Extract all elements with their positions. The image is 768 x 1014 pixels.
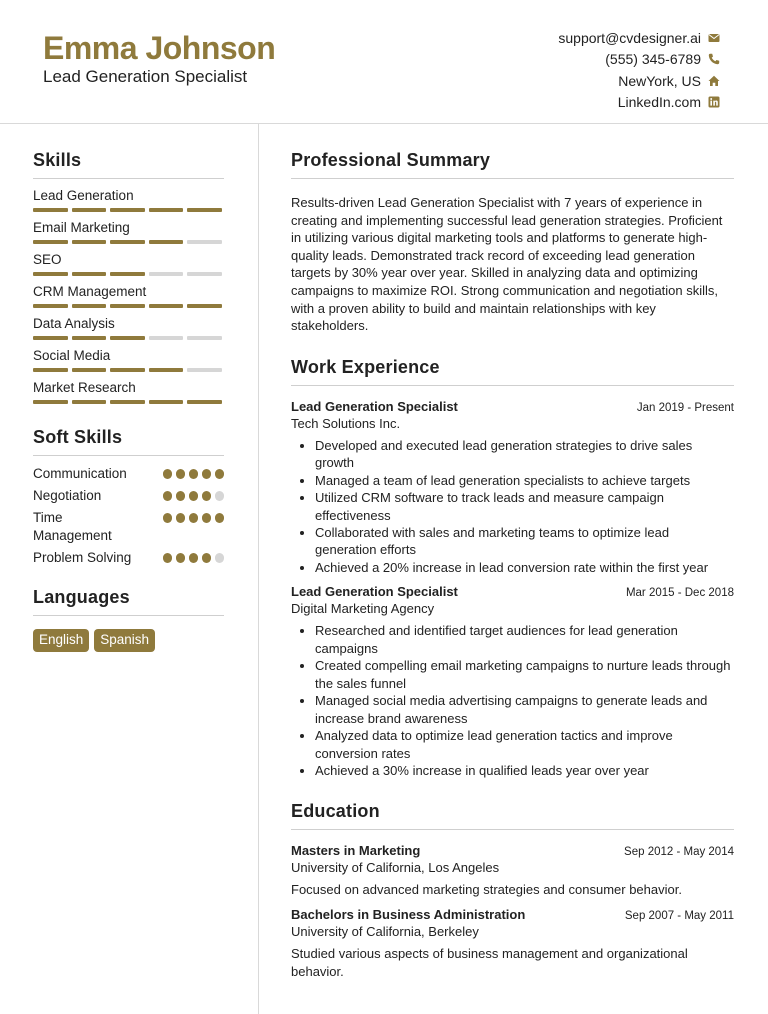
skill-level-segment: [187, 368, 222, 372]
linkedin-icon: [708, 96, 720, 108]
rating-dot: [163, 513, 173, 523]
sidebar: [33, 150, 224, 652]
soft-skill-item: [33, 465, 224, 483]
skill-level-bar: [33, 336, 224, 340]
summary-heading: Professional Summary: [291, 150, 734, 179]
rating-dot: [176, 553, 186, 563]
experience-section: [291, 357, 734, 780]
rating-dot: [215, 513, 225, 523]
contact-list: [420, 27, 720, 113]
education-entry: [291, 907, 734, 980]
skill-level-segment: [187, 208, 222, 212]
soft-skill-item: [33, 487, 224, 505]
envelope-icon: [708, 32, 720, 44]
school-name: University of California, Berkeley: [291, 924, 479, 939]
contact-email[interactable]: [420, 27, 720, 49]
skill-item: [33, 347, 224, 379]
home-icon: [708, 75, 720, 87]
skill-level-segment: [187, 304, 222, 308]
soft-skill-item: [33, 509, 224, 545]
skill-level-segment: [33, 208, 68, 212]
skills-list: [33, 187, 224, 411]
job-bullet: • Utilized CRM software to track leads and measure campaign effectiveness: [315, 489, 734, 524]
rating-dot: [163, 469, 173, 479]
education-heading: Education: [291, 801, 734, 830]
skill-item: [33, 219, 224, 251]
candidate-title: Lead Generation Specialist: [43, 67, 248, 86]
rating-dot: [202, 491, 212, 501]
summary-text: Results-driven Lead Generation Specialist with 7 years of experience in creating and implementing successful lead generation strategies. Proficient in utilizing various digital marketing tools and platforms to generate high-quality leads. Demonstrated track record of exceeding lead generation targets by 30% year over year. Skilled in analyzing data and optimizing campaigns to maximize ROI. Strong communication and negotiation skills, with a proven ability to build and maintain relationships with key stakeholders.: [291, 195, 723, 334]
skill-level-segment: [110, 240, 145, 244]
soft-skills-heading: Soft Skills: [33, 427, 224, 456]
job-bullets: [291, 437, 734, 577]
skill-level-segment: [72, 272, 107, 276]
skill-level-bar: [33, 368, 224, 372]
job-company: Digital Marketing Agency: [291, 601, 435, 617]
language-tag: Spanish: [94, 629, 155, 652]
skill-level-segment: [187, 400, 222, 404]
job-bullet: • Managed a team of lead generation specialists to achieve targets: [315, 472, 734, 489]
school-name: University of California, Los Angeles: [291, 860, 500, 876]
rating-dot: [189, 513, 199, 523]
soft-skill-item: [33, 549, 224, 567]
contact-location: [420, 70, 720, 92]
education-entry: [291, 843, 734, 899]
skill-level-bar: [33, 400, 224, 404]
skill-level-segment: [110, 304, 145, 308]
rating-dot: [189, 491, 199, 501]
soft-skills-list: [33, 465, 224, 567]
skills-heading: Skills: [33, 150, 224, 179]
skill-level-segment: [110, 336, 145, 340]
skill-item: [33, 283, 224, 315]
job-entry: [291, 399, 734, 577]
skill-level-segment: [72, 208, 107, 212]
skill-level-segment: [33, 336, 68, 340]
skill-level-segment: [72, 240, 107, 244]
skill-level-segment: [149, 208, 184, 212]
rating-dot: [215, 469, 225, 479]
skill-level-segment: [187, 240, 222, 244]
resume-header: [0, 0, 768, 124]
job-bullet: • Managed social media advertising campaigns to generate leads and increase brand awareness: [315, 692, 734, 727]
skill-item: [33, 315, 224, 347]
skill-level-bar: [33, 272, 224, 276]
contact-linkedin[interactable]: [420, 92, 720, 114]
education-description: Focused on advanced marketing strategies and consumer behavior.: [291, 882, 682, 898]
job-role: Lead Generation Specialist: [291, 584, 458, 600]
rating-dot: [215, 553, 225, 563]
job-bullet: • Achieved a 20% increase in lead conversion rate within the first year: [315, 559, 734, 576]
skill-level-segment: [110, 400, 145, 404]
rating-dot: [163, 553, 173, 563]
skill-name: CRM Management: [33, 284, 147, 299]
education-date: Sep 2007 - May 2011: [624, 910, 734, 922]
candidate-name: Emma Johnson: [43, 30, 276, 66]
job-bullet: • Researched and identified target audiences for lead generation campaigns: [315, 622, 734, 657]
soft-skill-name: Problem Solving: [33, 550, 132, 565]
skill-level-segment: [33, 400, 68, 404]
education-description: Studied various aspects of business management and organizational behavior.: [291, 946, 688, 979]
skill-level-segment: [72, 368, 107, 372]
rating-dot: [176, 491, 186, 501]
skill-level-bar: [33, 304, 224, 308]
skill-level-segment: [110, 272, 145, 276]
job-bullet: • Collaborated with sales and marketing teams to optimize lead generation efforts: [315, 524, 734, 559]
languages-heading: Languages: [33, 587, 224, 616]
job-bullets: [291, 622, 734, 779]
skill-level-segment: [149, 400, 184, 404]
job-date: Jan 2019 - Present: [636, 401, 734, 414]
education-header: [291, 907, 734, 922]
soft-skills-section: [33, 427, 224, 567]
job-date: Mar 2015 - Dec 2018: [625, 587, 734, 600]
soft-skill-rating: [163, 549, 225, 563]
skill-name: Lead Generation: [33, 188, 134, 203]
job-header: [291, 399, 734, 414]
rating-dot: [176, 513, 186, 523]
education-date: Sep 2012 - May 2014: [624, 846, 734, 859]
skill-item: [33, 187, 224, 219]
language-tags: [33, 629, 224, 652]
job-company: Tech Solutions Inc.: [291, 415, 401, 431]
skill-level-segment: [33, 240, 68, 244]
skill-name: SEO: [33, 252, 62, 267]
soft-skill-name: Time Management: [33, 510, 112, 543]
skill-level-segment: [33, 304, 68, 308]
skill-level-segment: [187, 272, 222, 276]
soft-skill-rating: [163, 509, 225, 523]
job-bullet: • Achieved a 30% increase in qualified leads year over year: [315, 762, 734, 779]
job-header: [291, 584, 734, 599]
soft-skill-rating: [163, 487, 225, 501]
languages-section: [33, 587, 224, 652]
contact-linkedin-text: LinkedIn.com: [617, 94, 701, 111]
skill-level-segment: [110, 368, 145, 372]
rating-dot: [202, 553, 212, 563]
skill-level-segment: [149, 336, 184, 340]
rating-dot: [189, 469, 199, 479]
degree-name: Bachelors in Business Administration: [291, 907, 526, 922]
job-bullet: • Developed and executed lead generation strategies to drive sales growth: [315, 437, 734, 472]
experience-heading: Work Experience: [291, 357, 734, 386]
skill-level-segment: [149, 272, 184, 276]
skill-name: Social Media: [33, 348, 111, 363]
soft-skill-name: Negotiation: [33, 488, 102, 503]
contact-location-text: NewYork, US: [618, 72, 701, 89]
skill-item: [33, 379, 224, 411]
skill-level-segment: [149, 240, 184, 244]
contact-phone-text: (555) 345-6789: [605, 51, 701, 68]
skill-level-segment: [149, 304, 184, 308]
skill-level-segment: [110, 208, 145, 212]
column-divider: [258, 124, 259, 1014]
soft-skill-name: Communication: [33, 466, 127, 481]
main-content: [291, 150, 734, 980]
job-bullet: • Created compelling email marketing campaigns to nurture leads through the sales funnel: [315, 657, 734, 692]
contact-phone[interactable]: [420, 49, 720, 71]
degree-name: Masters in Marketing: [291, 843, 421, 859]
job-entry: [291, 584, 734, 779]
skill-level-bar: [33, 240, 224, 244]
rating-dot: [189, 553, 199, 563]
contact-email-text: support@cvdesigner.ai: [558, 29, 701, 46]
education-header: [291, 843, 734, 858]
skill-level-segment: [72, 304, 107, 308]
skill-level-bar: [33, 208, 224, 212]
rating-dot: [176, 469, 186, 479]
rating-dot: [163, 491, 173, 501]
skill-level-segment: [72, 336, 107, 340]
skill-name: Email Marketing: [33, 220, 130, 235]
rating-dot: [202, 469, 212, 479]
job-bullet: • Analyzed data to optimize lead generation tactics and improve conversion rates: [315, 727, 734, 762]
skill-level-segment: [187, 336, 222, 340]
phone-icon: [708, 53, 720, 65]
rating-dot: [202, 513, 212, 523]
language-tag: English: [33, 629, 89, 652]
job-role: Lead Generation Specialist: [291, 398, 458, 414]
education-section: [291, 801, 734, 980]
soft-skill-rating: [163, 465, 225, 479]
skill-level-segment: [149, 368, 184, 372]
skill-level-segment: [72, 400, 107, 404]
skill-name: Market Research: [33, 380, 136, 395]
skill-item: [33, 251, 224, 283]
skill-level-segment: [33, 272, 68, 276]
skill-level-segment: [33, 368, 68, 372]
rating-dot: [215, 491, 225, 501]
skill-name: Data Analysis: [33, 316, 115, 331]
